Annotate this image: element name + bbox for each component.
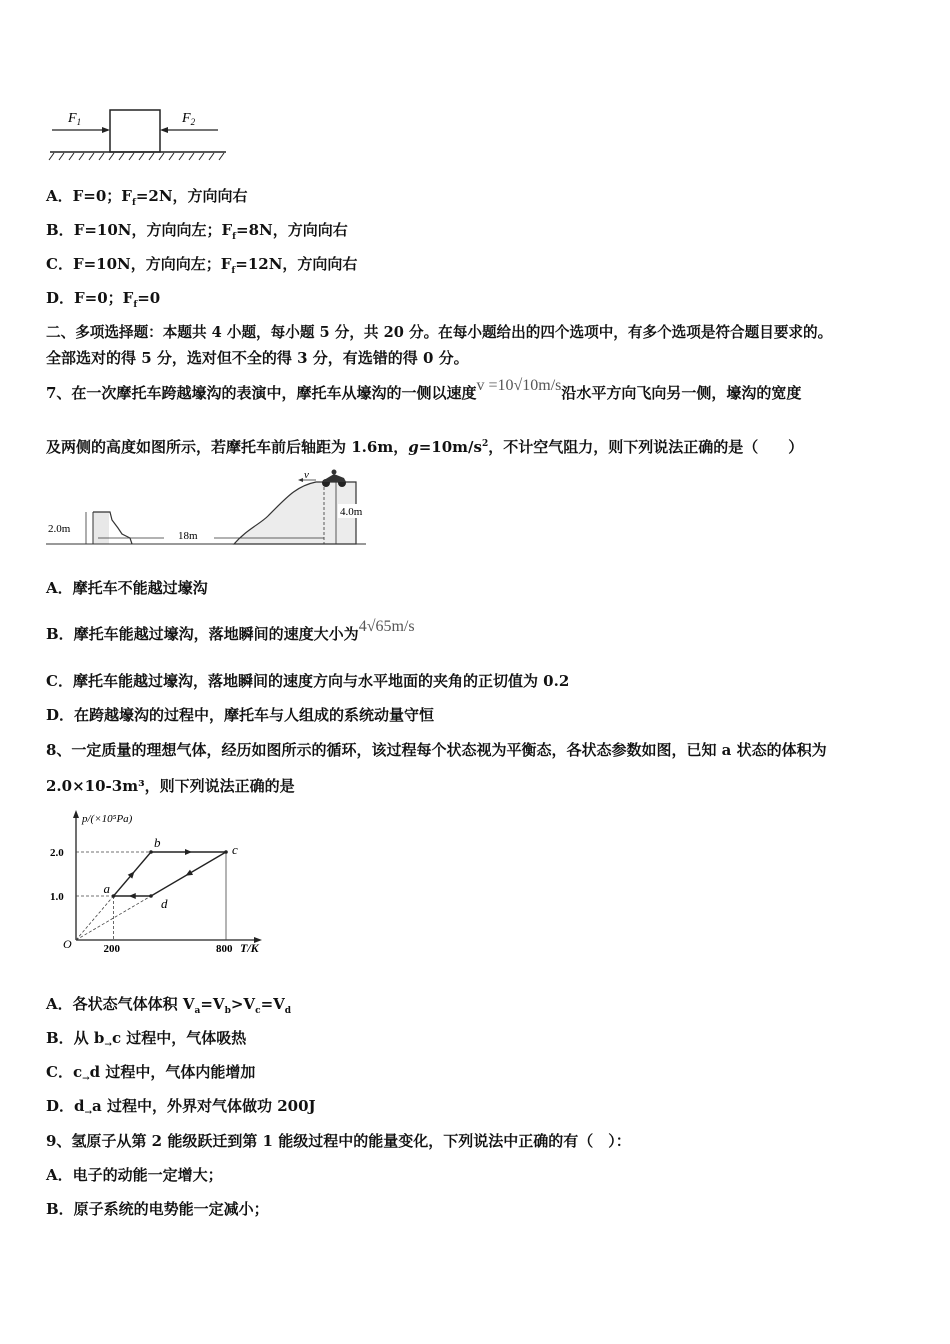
origin-label: O <box>63 937 72 951</box>
q8-stem-line1: 8、一定质量的理想气体，经历如图所示的循环，该过程每个状态视为平衡态，各状态参数如图，已知 a 状态的体积为 <box>46 741 827 759</box>
q7-option-d: D．在跨越壕沟的过程中，摩托车与人组成的系统动量守恒 <box>46 706 435 724</box>
q8-option-c: C．$c_\to d$ 过程中，气体内能增加 <box>46 1063 256 1084</box>
point-b <box>149 850 153 854</box>
q9-option-a: A．电子的动能一定增大； <box>46 1166 223 1184</box>
point-label-a: a <box>103 881 110 896</box>
q6-option-b: B．F=10N，方向向左；$F_f=8N$，方向向右 <box>46 221 348 242</box>
q7-option-c: C．摩托车能越过壕沟，落地瞬间的速度方向与水平地面的夹角的正切值为 0.2 <box>46 672 570 690</box>
p-t-chart <box>46 808 276 958</box>
q7-b-value: 4√65m/s <box>358 618 415 635</box>
right-hill <box>234 482 356 544</box>
gap-label: 18m <box>178 530 198 542</box>
y-tick-1.0: 1.0 <box>50 891 64 903</box>
block <box>110 110 160 152</box>
q8-option-d: D．$d_\to a$ 过程中，外界对气体做功 200J <box>46 1097 316 1118</box>
q6-option-d: D．F=0；$F_f=0$ <box>46 289 161 310</box>
q7-stem-line1: 7、在一次摩托车跨越壕沟的表演中，摩托车从壕沟的一侧以速度v =10√10m/s沿水平方向飞向另一侧，壕沟的宽度 <box>46 377 802 402</box>
ground-hatch <box>49 153 224 160</box>
arrow-d-a <box>129 893 136 899</box>
right-height-label: 4.0m <box>340 506 363 518</box>
x-axis-label: T/K <box>240 941 259 955</box>
x-tick-200: 200 <box>103 943 120 955</box>
svg-text:F2 <box>181 111 196 127</box>
left-height-label: 2.0m <box>48 523 71 535</box>
x-tick-800: 800 <box>216 943 233 955</box>
svg-text:F1 <box>67 111 81 127</box>
ditch-diagram <box>46 468 368 550</box>
isochore-oa <box>76 896 114 940</box>
q6-option-a: A．F=0；$F_f=2N$，方向向右 <box>46 187 248 208</box>
section2-line2: 全部选对的得 5 分，选对但不全的得 3 分，有选错的得 0 分。 <box>46 349 469 367</box>
q9-option-b: B．原子系统的电势能一定减小； <box>46 1200 269 1218</box>
q6-option-c: C．F=10N，方向向左；$F_f=12N$，方向向右 <box>46 255 358 276</box>
point-a <box>112 894 116 898</box>
f2-sub: 2 <box>190 117 196 127</box>
y-tick-2.0: 2.0 <box>50 847 64 859</box>
point-label-c: c <box>232 842 238 857</box>
point-label-b: b <box>154 835 161 850</box>
q8-option-a: A．各状态气体体积 $V_a=V_b>V_c=V_d$ <box>46 995 292 1016</box>
q7-speed: v =10√10m/s <box>476 377 562 394</box>
q7-option-a: A．摩托车不能越过壕沟 <box>46 579 208 597</box>
velocity-label: v <box>304 469 309 481</box>
f2-label: F <box>182 111 191 126</box>
point-d <box>149 894 153 898</box>
y-axis-label: p/(×10⁵Pa) <box>82 813 133 825</box>
arrow-b-c <box>185 849 192 855</box>
f1-sub: 1 <box>76 117 82 127</box>
q8-option-b: B．从 $b_\to c$ 过程中，气体吸热 <box>46 1029 247 1050</box>
point-c <box>224 850 228 854</box>
f1-label: F <box>68 111 77 126</box>
q9-stem: 9、氢原子从第 2 能级跃迁到第 1 能级过程中的能量变化，下列说法中正确的有（ ）： <box>46 1132 631 1150</box>
section2-line1: 二、多项选择题：本题共 4 小题，每小题 5 分，共 20 分。在每小题给出的四个选项中，有多个选项是符合题目要求的。 <box>46 324 833 341</box>
point-label-d: d <box>161 896 168 911</box>
q7-stem-line2: 及两侧的高度如图所示，若摩托车前后轴距为 1.6m，$g=10m/s^2$，不计空气阻力，则下列说法正确的是（ ） <box>46 438 804 456</box>
q7-option-b: B．摩托车能越过壕沟，落地瞬间的速度大小为4√65m/s <box>46 618 415 643</box>
force-diagram <box>46 100 231 162</box>
q8-stem-line2: 2.0×10-3m³，则下列说法正确的是 <box>46 777 295 795</box>
